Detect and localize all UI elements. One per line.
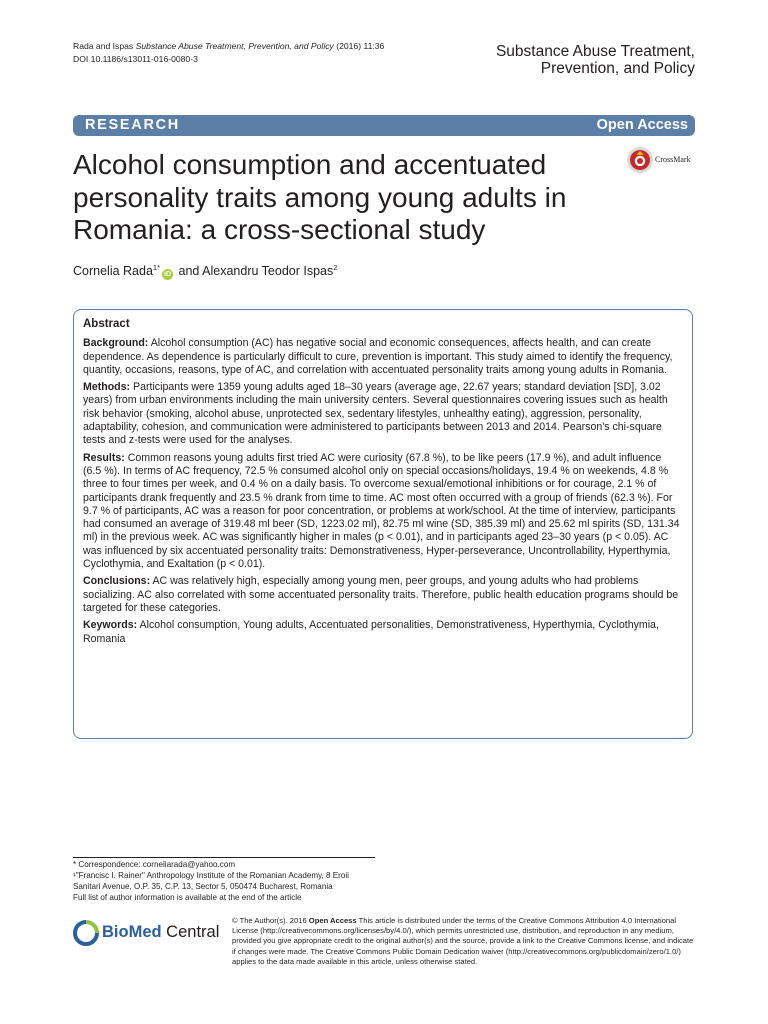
- citation-line: [73, 40, 384, 53]
- abstract-heading: Abstract: [83, 318, 130, 330]
- biomed-central-logo-icon: [73, 920, 99, 946]
- license-open-access: Open Access: [308, 916, 357, 925]
- author-name[interactable]: Cornelia Rada: [73, 264, 153, 279]
- orcid-icon[interactable]: iD: [164, 271, 172, 279]
- citation-year-pages: (2016) 11:36: [333, 41, 385, 51]
- abstract-conclusions: [83, 575, 681, 615]
- abstract-section-text: Participants were 1359 young adults aged 18–30 years (average age, 22.67 years; standard deviation [SD], 3.02 years) from urban environments including the main university centers. Several questionnaires covering issues such as health risk behavior (smoking, alcohol abuse, unprotected sex, sedentary lifestyles, unhealthy eating), aggression, personality, adaptability, cohesion, and communication were administered to participants between 2013 and 2014. Pearson's chi-square tests and z-tests were used for the analyses.: [83, 381, 668, 447]
- doi[interactable]: DOI 10.1186/s13011-016-0080-3: [73, 54, 198, 64]
- author-affiliation-mark: 2: [333, 263, 338, 272]
- abstract-section-text: AC was relatively high, especially among young men, peer groups, and young adults who had problems socializing. AC also correlated with some accentuated personality traits. Therefore, public health education programs should be targeted for these categories.: [83, 575, 679, 614]
- article-title: Alcohol consumption and accentuated personality traits among young adults in Romania: a cross-sectional study: [73, 149, 567, 245]
- footnote-divider: [73, 857, 375, 858]
- abstract-section-text: Common reasons young adults first tried AC were curiosity (67.8 %), to be like peers (17.9 %), and adult influence (6.5 %). In terms of AC frequency, 72.5 % consumed alcohol only on special occasions/holidays, 19.4 % on weekends, 4.8 % three to four times per week, and 0.4 % on a daily basis. To overcome sexual/emotional inhibitions or for courage, 2.1 % of participants drank frequently and 23.5 % drank from time to time. AC most often occurred with a group of friends (62.3 %). For 9.7 % of participants, AC was a reason for poor concentration, or problems at work/school. At the time of interview, participants had consumed an average of 319.48 ml beer (SD, 1223.02 ml), 82.75 ml wine (SD, 385.39 ml) and 25.62 ml spirits (SD, 131.34 ml) in the previous week. AC was significantly higher in males (p < 0.01), and in participants aged 23–30 years (p < 0.05). AC was influenced by six accentuated personality traits: Demonstrativeness, Hyper-perseverance, Uncontrollability, Hyperthymia, Cyclothymia, and Exaltation (p < 0.01).: [83, 451, 680, 571]
- section-bar: [73, 115, 695, 136]
- affiliation-line: Sanitari Avenue, O.P. 35, C.P. 13, Sector 5, 050474 Bucharest, Romania: [73, 882, 333, 891]
- abstract-box: [73, 309, 693, 739]
- citation-authors: Rada and Ispas: [73, 41, 134, 51]
- crossmark-label[interactable]: CrossMark: [655, 155, 691, 164]
- citation-block: [73, 40, 384, 66]
- crossmark-icon[interactable]: [626, 146, 654, 174]
- author-connector: and: [175, 264, 203, 279]
- license-lead: © The Author(s). 2016: [232, 916, 309, 925]
- footnotes: [73, 859, 349, 903]
- correspondence[interactable]: * Correspondence: corneliarada@yahoo.com: [73, 860, 236, 869]
- abstract-results: [83, 452, 681, 572]
- publisher-name-rest: Central: [161, 923, 220, 941]
- license-body: This article is distributed under the terms of the Creative Commons Attribution 4.0 International License (http://creativecommons.org/licenses/by/4.0/), which permits unrestricted use, distribution, and reproduction in any medium, provided you give appropriate credit to the original author(s) and the source, provide a link to the Creative Commons license, and indicate if changes were made. The Creative Commons Public Domain Dedication waiver (http://creativecommons.org/publicdomain/zero/1.0/) applies to the data made available in this article, unless otherwise stated.: [232, 916, 694, 966]
- abstract-keywords: [83, 619, 681, 646]
- abstract-section-label: Conclusions:: [83, 575, 151, 588]
- abstract-section-label: Background:: [83, 337, 149, 350]
- author-list: [73, 263, 337, 280]
- abstract-section-text: Alcohol consumption, Young adults, Accentuated personalities, Demonstrativeness, Hyperthymia, Cyclothymia, Romania: [83, 619, 659, 645]
- journal-name: [496, 43, 695, 77]
- abstract-section-label: Results:: [83, 451, 125, 464]
- abstract-background: [83, 337, 681, 377]
- author-name[interactable]: Alexandru Teodor Ispas: [202, 264, 334, 279]
- publisher-name: [102, 923, 219, 942]
- abstract-section-label: Keywords:: [83, 619, 138, 632]
- license-text: [232, 916, 694, 967]
- open-access-label: Open Access: [596, 117, 688, 133]
- abstract-methods: [83, 381, 681, 447]
- abstract-section-label: Methods:: [83, 381, 131, 394]
- author-info-note: Full list of author information is available at the end of the article: [73, 893, 302, 902]
- abstract-section-text: Alcohol consumption (AC) has negative social and economic consequences, affects health, and can create dependence. As dependence is particularly difficult to cure, prevention is important. This study aimed to identify the frequency, quantity, occasions, reasons, type of AC, and correlation with accentuated personality traits among young adults in Romania.: [83, 337, 673, 376]
- publisher-logo[interactable]: [73, 918, 223, 948]
- section-label: RESEARCH: [85, 117, 180, 133]
- author-affiliation-mark: 1*: [152, 263, 161, 272]
- publisher-name-bold: BioMed: [102, 923, 162, 941]
- citation-journal: Substance Abuse Treatment, Prevention, and Policy: [135, 41, 334, 51]
- abstract-content: [83, 318, 681, 650]
- journal-name-line2: Prevention, and Policy: [540, 60, 695, 77]
- journal-name-line1: Substance Abuse Treatment,: [495, 43, 695, 60]
- affiliation-line: ¹"Francisc I. Rainer" Anthropology Institute of the Romanian Academy, 8 Eroii: [73, 871, 349, 880]
